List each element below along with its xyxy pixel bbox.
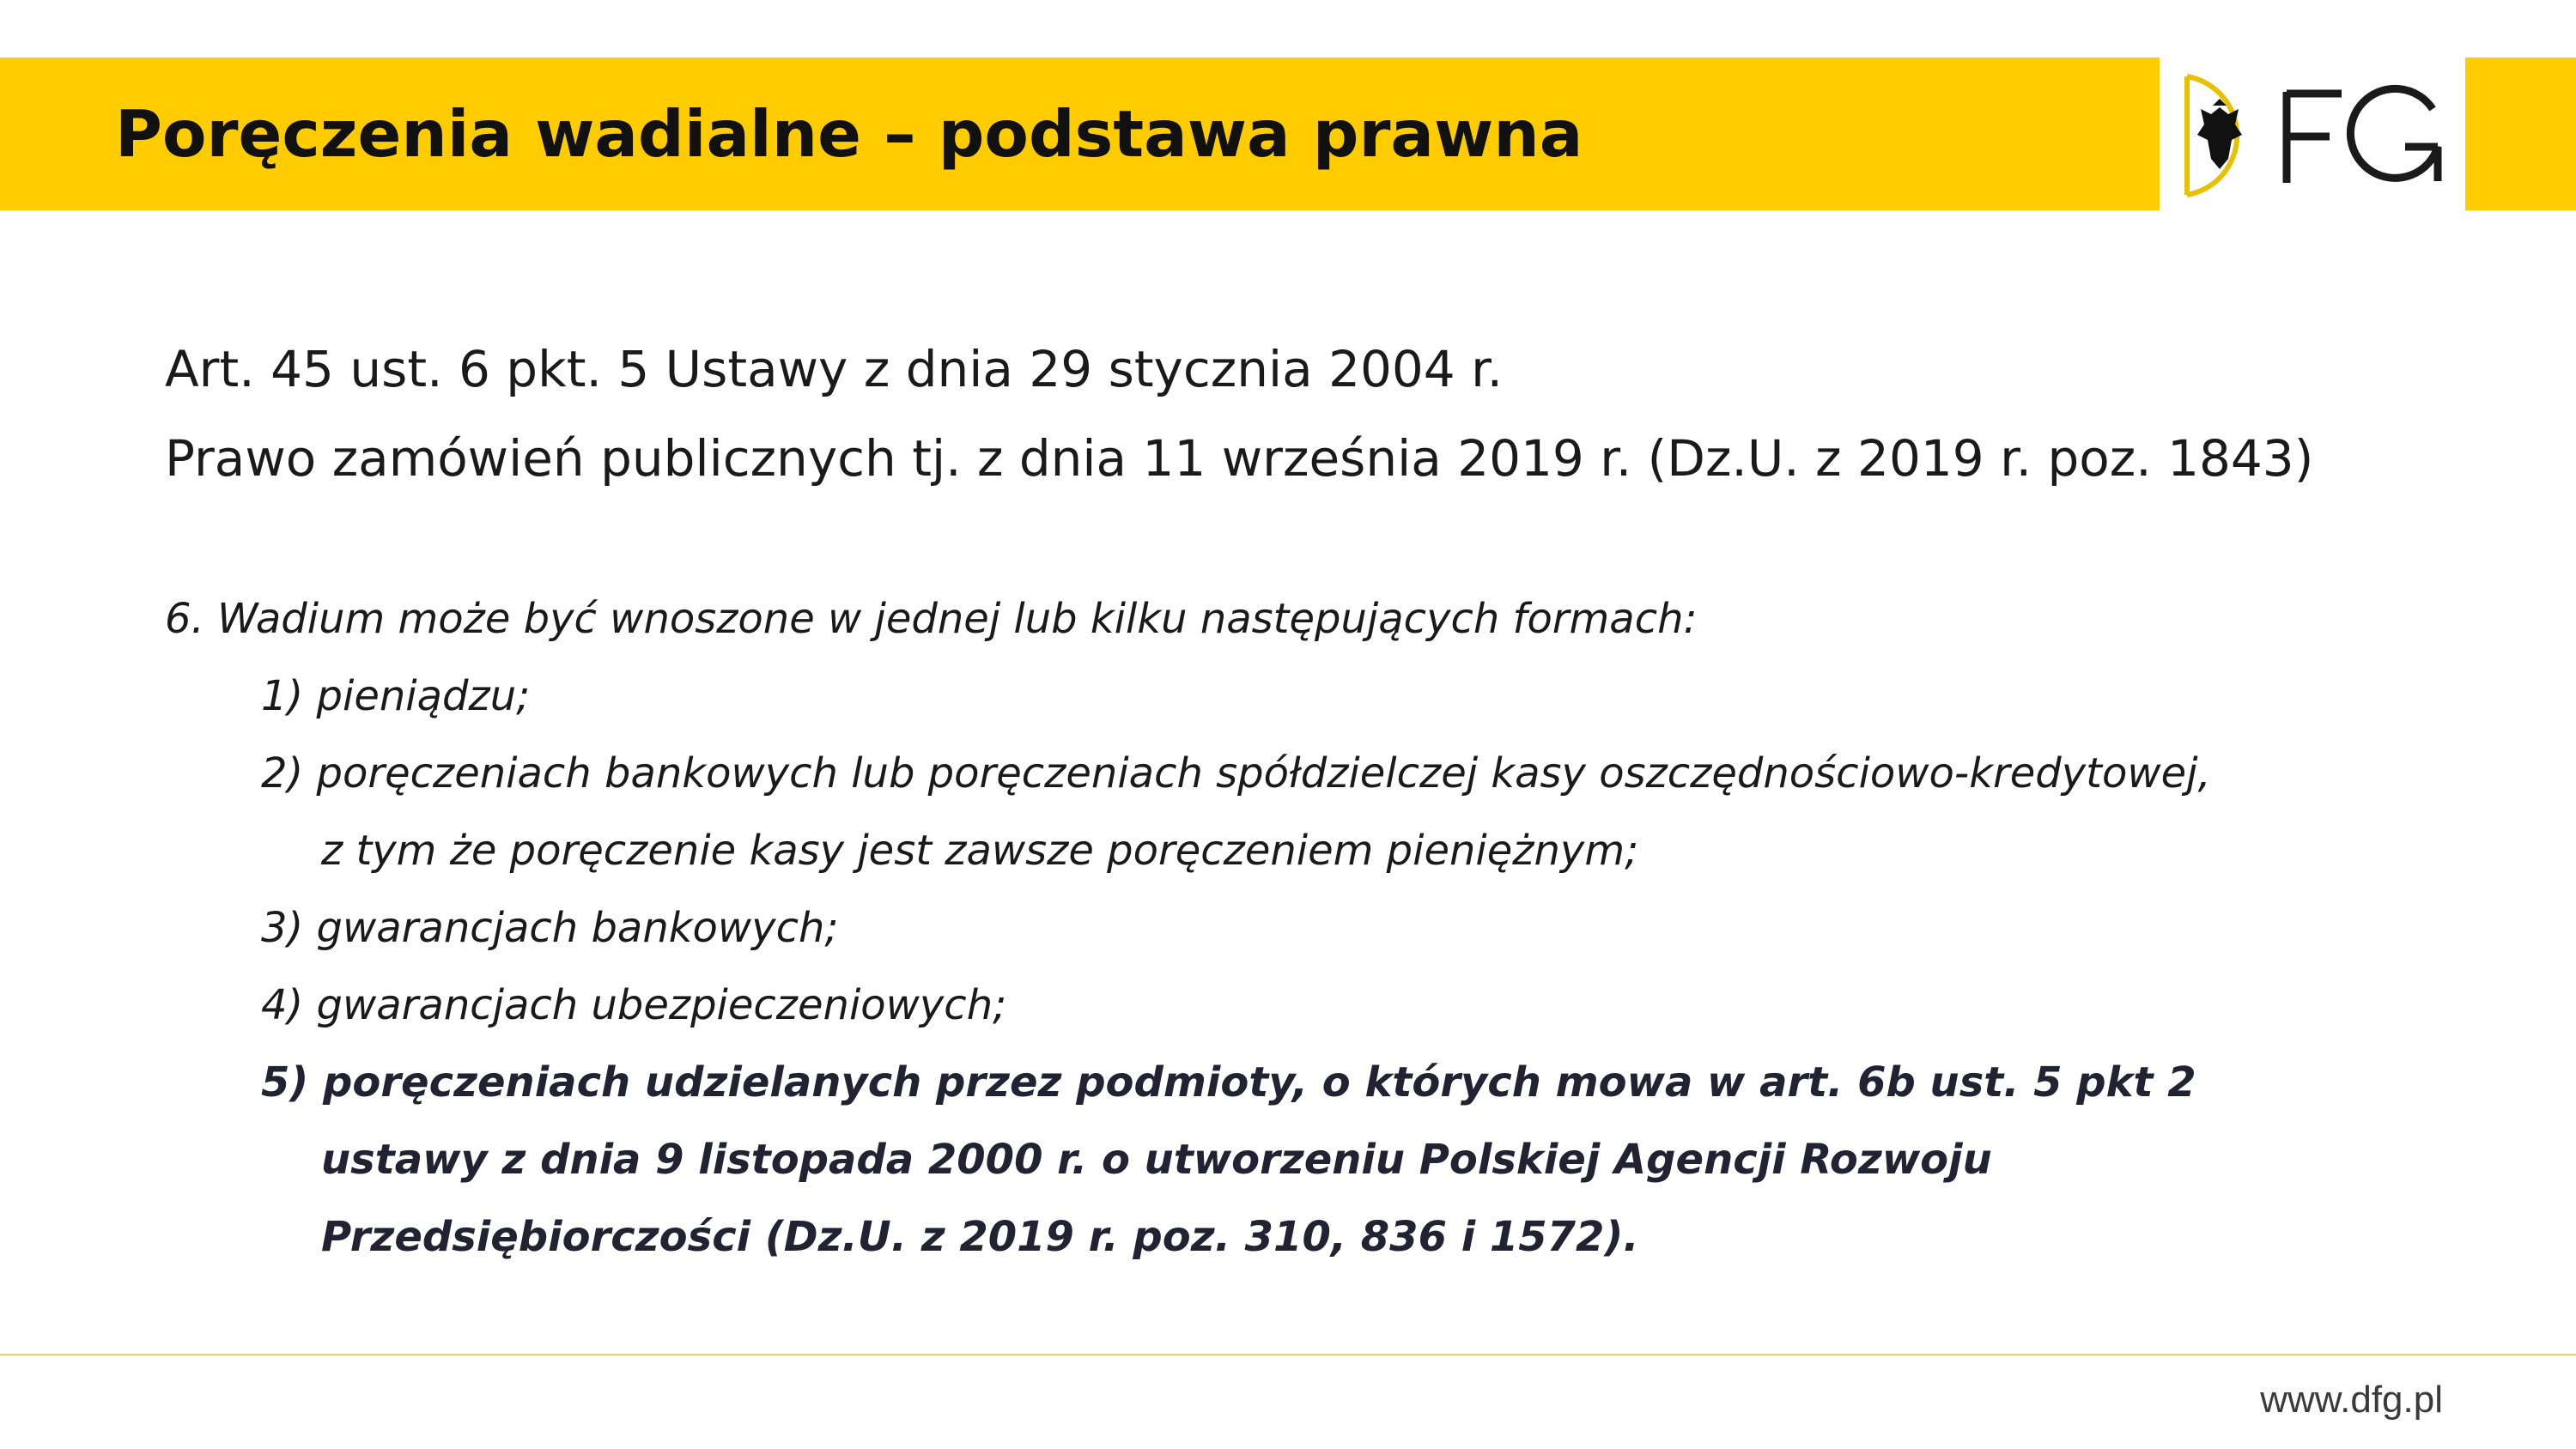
intro-line-2: Prawo zamówień publicznych tj. z dnia 11 września 2019 r. (Dz.U. z 2019 r. poz. 1843) <box>165 429 2314 488</box>
dfg-logo <box>2160 58 2465 210</box>
list-item: 4) gwarancjach ubezpieczeniowych; <box>261 981 1007 1029</box>
list-item-highlighted: 5) poręczeniach udzielanych przez podmioty, o których mowa w art. 6b ust. 5 pkt 2 <box>261 1058 2196 1106</box>
footer-url: www.dfg.pl <box>2260 1379 2443 1421</box>
list-item: 3) gwarancjach bankowych; <box>261 904 839 952</box>
article-text <box>165 580 2483 1276</box>
intro-line-1: Art. 45 ust. 6 pkt. 5 Ustawy z dnia 29 stycznia 2004 r. <box>165 340 1504 398</box>
list-item: 2) poręczeniach bankowych lub poręczeniach spółdzielczej kasy oszczędnościowo-kredytowej, <box>261 749 2211 797</box>
legal-basis-intro <box>165 324 2483 503</box>
dfg-logo-graphic <box>2160 58 2465 210</box>
logo-letter-f <box>2287 92 2342 183</box>
footer-divider <box>0 1354 2576 1355</box>
slide-title: Poręczenia wadialne – podstawa prawna <box>115 96 1583 172</box>
article-lead: 6. Wadium może być wnoszone w jednej lub kilku następujących formach: <box>165 595 1698 643</box>
list-item: 1) pieniądzu; <box>261 672 531 720</box>
list-item-continuation: z tym że poręczenie kasy jest zawsze poręczeniem pieniężnym; <box>321 827 1639 875</box>
logo-letter-g <box>2350 88 2438 181</box>
list-item-highlighted-continuation: Przedsiębiorczości (Dz.U. z 2019 r. poz. 310, 836 i 1572). <box>321 1213 1639 1261</box>
list-item-highlighted-continuation: ustawy z dnia 9 listopada 2000 r. o utworzeniu Polskiej Agencji Rozwoju <box>321 1136 1992 1184</box>
